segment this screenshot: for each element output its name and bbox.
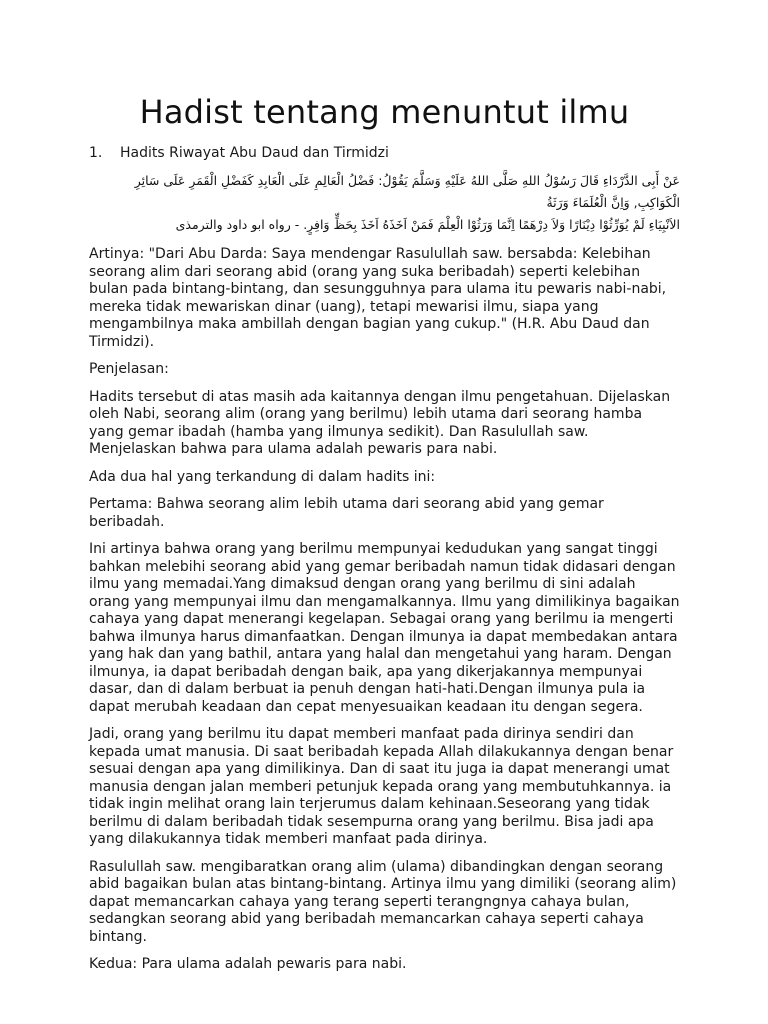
section-number: 1. xyxy=(89,145,103,161)
paragraph: Hadits tersebut di atas masih ada kaitannya dengan ilmu pengetahuan. Dijelaskan oleh Nabi, seorang alim (orang yang berilmu) lebih utama dari seorang hamba yang gemar ibadah (hamba yang ilmunya sedikit). Dan Rasulullah saw. Menjelaskan bahwa para ulama adalah pewaris para nabi. xyxy=(89,388,671,457)
arabic-hadith-text xyxy=(89,170,680,236)
paragraph-label-explanation: Penjelasan: xyxy=(89,361,169,377)
paragraph: Ini artinya bahwa orang yang berilmu mempunyai kedudukan yang sangat tinggi bahkan melebihi seorang abid yang gemar beribadah namun tidak didasari dengan ilmu yang memadai.Yang dimaksud dengan orang yang berilmu di sini adalah orang yang mempunyai ilmu dan mengamalkannya. Ilmu yang dimilikinya bagaikan cahaya yang dapat menerangi kegelapan. Sebagai orang yang berilmu ia mengerti bahwa ilmunya harus dimanfaatkan. Dengan ilmunya ia dapat membedakan antara yang hak dan yang bathil, antara yang halal dan mengetahui yang haram. Dengan ilmunya, ia dapat beribadah dengan baik, apa yang dikerjakannya mempunyai dasar, dan di dalam berbuat ia penuh dengan hati-hati.Dengan ilmunya pula ia dapat merubah keadaan dan cepat menyesuaikan keadaan itu dengan segera. xyxy=(89,541,680,715)
arabic-line: عَنْ أَبِى الدَّرْدَاءِ قَالَ رَسُوْلُ اللهِ صَلَّى اللهُ عَلَيْهِ وَسَلَّمَ يَقُوْلُ: فَضْلُ الْعَالِمِ عَلَى الْعَابِدِ كَفَضْلِ الْقَمَرِ عَلَى سَائِرِ الْكَوَاكِبِ, وَاِنَّ الْعُلَمَاءَ وَرَثَةُ xyxy=(134,173,680,210)
paragraph: Rasulullah saw. mengibaratkan orang alim (ulama) dibandingkan dengan seorang abid bagaikan bulan atas bintang-bintang. Artinya ilmu yang dimiliki (seorang alim) dapat memancarkan cahaya yang terang seperti terangngnya cahaya bulan, sedangkan seorang abid yang beribadah memancarkan cahaya seperti cahaya bintang. xyxy=(89,858,677,945)
arabic-line: الاَنْبِيَاءِ لَمْ يُوَرِّثُوْا دِيْنَارًا وَلاَ دِرْهَمًا اِنَّمَا وَرَثُوْا الْعِلْمَ فَمَنْ اَخَذَهُ اَخَذَ بِحَظٍّ وَافِرٍ. - رواه ابو داود والترمذى xyxy=(175,217,680,232)
section-heading xyxy=(89,144,680,162)
paragraph: Jadi, orang yang berilmu itu dapat memberi manfaat pada dirinya sendiri dan kepada umat manusia. Di saat beribadah kepada Allah dilakukannya dengan benar sesuai dengan apa yang dimilikinya. Dan di saat itu juga ia dapat menerangi umat manusia dengan jalan memberi petunjuk kepada orang yang membutuhkannya. ia tidak ingin melihat orang lain terjerumus dalam kehinaan.Seseorang yang tidak berilmu di dalam beribadah tidak sesempurna orang yang berilmu. Bisa jadi apa yang dilakukannya tidak memberi manfaat pada dirinya. xyxy=(89,726,674,847)
section-label: Hadits Riwayat Abu Daud dan Tirmidzi xyxy=(120,145,389,161)
paragraph-second-point: Kedua: Para ulama adalah pewaris para nabi. xyxy=(89,956,407,972)
paragraph-translation: Artinya: "Dari Abu Darda: Saya mendengar Rasulullah saw. bersabda: Kelebihan seorang alim dari seorang abid (orang yang suka beribadah) seperti kelebihan bulan pada bintang-bintang, dan sesungguhnya para ulama itu pewaris nabi-nabi, mereka tidak mewariskan dinar (uang), tetapi mewarisi ilmu, siapa yang mengambilnya maka ambillah dengan bagian yang cukup." (H.R. Abu Daud dan Tirmidzi). xyxy=(89,246,667,350)
paragraph-first-point: Pertama: Bahwa seorang alim lebih utama dari seorang abid yang gemar beribadah. xyxy=(89,496,604,530)
paragraph: Ada dua hal yang terkandung di dalam hadits ini: xyxy=(89,468,436,485)
page-title: Hadist tentang menuntut ilmu xyxy=(139,93,630,131)
